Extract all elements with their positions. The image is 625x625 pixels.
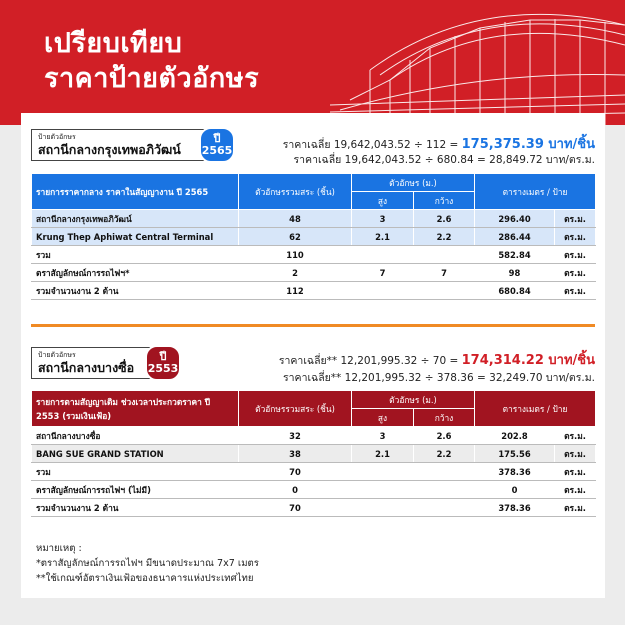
table-row [32, 264, 596, 282]
row-count: 38 [239, 445, 352, 463]
table-row [32, 210, 596, 228]
row-area: 582.84 [475, 246, 555, 264]
row-wide [414, 282, 475, 300]
row-area: 680.84 [475, 282, 555, 300]
row-wide [414, 463, 475, 481]
price-result: 175,375.39 บาท/ชิ้น [461, 137, 595, 152]
header-banner [0, 0, 625, 125]
sign-type-label: ป้ายตัวอักษร [38, 133, 76, 141]
row-name: BANG SUE GRAND STATION [32, 445, 239, 463]
row-count: 110 [239, 246, 352, 264]
row-unit: ตร.ม. [555, 481, 596, 499]
station-roof-illustration [330, 0, 625, 125]
year-value: 2553 [147, 362, 179, 375]
row-high [352, 463, 414, 481]
table-row [32, 481, 596, 499]
price-table-1 [31, 173, 596, 300]
row-wide [414, 499, 475, 517]
row-area: 202.8 [475, 427, 555, 445]
row-high: 2.1 [352, 228, 414, 246]
notes-title: หมายเหตุ : [36, 543, 82, 554]
row-high [352, 282, 414, 300]
header-total: ตัวอักษรรวมสระ (ชิ้น) [239, 174, 352, 210]
header-total: ตัวอักษรรวมสระ (ชิ้น) [239, 391, 352, 427]
row-name: รวมจำนวนงาน 2 ด้าน [32, 499, 239, 517]
row-count: 0 [239, 481, 352, 499]
header-area: ตารางเมตร / ป้าย [475, 391, 596, 427]
table-row [32, 463, 596, 481]
row-high: 3 [352, 210, 414, 228]
row-unit: ตร.ม. [555, 282, 596, 300]
price-formula: ราคาเฉลี่ย 19,642,043.52 ÷ 112 = [282, 139, 459, 151]
row-name: Krung Thep Aphiwat Central Terminal [32, 228, 239, 246]
row-area: 286.44 [475, 228, 555, 246]
price-formula: ราคาเฉลี่ย** 12,201,995.32 ÷ 70 = [278, 355, 459, 367]
row-high [352, 499, 414, 517]
sign-type-label: ป้ายตัวอักษร [38, 351, 76, 359]
row-unit: ตร.ม. [555, 228, 596, 246]
row-name: รวมจำนวนงาน 2 ด้าน [32, 282, 239, 300]
header-area: ตารางเมตร / ป้าย [475, 174, 596, 210]
row-count: 48 [239, 210, 352, 228]
row-wide: 2.6 [414, 210, 475, 228]
price-per-sqm-2: ราคาเฉลี่ย** 12,201,995.32 ÷ 378.36 = 32,249.70 บาท/ตร.ม. [283, 372, 595, 384]
row-wide [414, 481, 475, 499]
row-area: 378.36 [475, 463, 555, 481]
row-count: 32 [239, 427, 352, 445]
row-high [352, 246, 414, 264]
header-wide: กว้าง [414, 409, 475, 427]
table-row [32, 427, 596, 445]
row-area: 0 [475, 481, 555, 499]
row-unit: ตร.ม. [555, 499, 596, 517]
row-count: 70 [239, 499, 352, 517]
year-label: ปี [213, 132, 221, 145]
row-area: 98 [475, 264, 555, 282]
row-wide: 7 [414, 264, 475, 282]
price-per-sqm-1: ราคาเฉลี่ย 19,642,043.52 ÷ 680.84 = 28,849.72 บาท/ตร.ม. [293, 154, 595, 166]
header-high: สูง [352, 192, 414, 210]
year-label: ปี [159, 350, 167, 363]
row-name: สถานีกลางบางซื่อ [32, 427, 239, 445]
table-row [32, 445, 596, 463]
header-item: รายการราคากลาง ราคาในสัญญางาน ปี 2565 [32, 174, 239, 210]
row-name: รวม [32, 463, 239, 481]
row-count: 112 [239, 282, 352, 300]
note-line-1: *ตราสัญลักษณ์การรถไฟฯ มีขนาดประมาณ 7x7 เมตร [36, 558, 259, 569]
row-name: ตราสัญลักษณ์การรถไฟฯ (ไม่มี) [32, 481, 239, 499]
row-high: 3 [352, 427, 414, 445]
year-badge-2 [145, 345, 181, 381]
row-area: 296.40 [475, 210, 555, 228]
row-name: ตราสัญลักษณ์การรถไฟฯ* [32, 264, 239, 282]
station-label-box-2 [31, 347, 161, 379]
row-count: 62 [239, 228, 352, 246]
row-high: 2.1 [352, 445, 414, 463]
row-name: รวม [32, 246, 239, 264]
station-label-box-1 [31, 129, 221, 161]
header-item: รายการตามสัญญาเดิม ช่วงเวลาประกวดราคา ปี 2553 (รวมเงินเฟ้อ) [32, 391, 239, 427]
price-table-2 [31, 390, 596, 517]
table-row [32, 246, 596, 264]
title-line-1: เปรียบเทียบ [44, 28, 183, 59]
row-unit: ตร.ม. [555, 264, 596, 282]
price-per-piece-2 [279, 349, 595, 370]
row-count: 2 [239, 264, 352, 282]
table-row [32, 228, 596, 246]
row-unit: ตร.ม. [555, 463, 596, 481]
price-result: 174,314.22 บาท/ชิ้น [461, 353, 595, 368]
row-high [352, 481, 414, 499]
row-name: สถานีกลางกรุงเทพอภิวัฒน์ [32, 210, 239, 228]
row-unit: ตร.ม. [555, 210, 596, 228]
row-area: 175.56 [475, 445, 555, 463]
row-wide [414, 246, 475, 264]
row-high: 7 [352, 264, 414, 282]
notes [36, 541, 259, 586]
row-unit: ตร.ม. [555, 427, 596, 445]
station-name: สถานีกลางบางซื่อ [38, 360, 135, 375]
note-line-2: **ใช้เกณฑ์อัตราเงินเฟ้อของธนาคารแห่งประเทศไทย [36, 573, 254, 584]
station-name: สถานีกลางกรุงเทพอภิวัฒน์ [38, 142, 181, 157]
header-wide: กว้าง [414, 192, 475, 210]
year-value: 2565 [201, 144, 233, 157]
header-size: ตัวอักษร (ม.) [352, 391, 475, 409]
footer-bar [21, 598, 605, 625]
comparison-card [21, 113, 605, 598]
row-wide: 2.2 [414, 445, 475, 463]
row-wide: 2.2 [414, 228, 475, 246]
row-count: 70 [239, 463, 352, 481]
section-divider [31, 324, 595, 327]
year-badge-1 [199, 127, 235, 163]
header-high: สูง [352, 409, 414, 427]
title-line-2: ราคาป้ายตัวอักษร [44, 63, 260, 94]
row-unit: ตร.ม. [555, 246, 596, 264]
row-unit: ตร.ม. [555, 445, 596, 463]
row-area: 378.36 [475, 499, 555, 517]
table-row [32, 282, 596, 300]
table-row [32, 499, 596, 517]
header-size: ตัวอักษร (ม.) [352, 174, 475, 192]
row-wide: 2.6 [414, 427, 475, 445]
